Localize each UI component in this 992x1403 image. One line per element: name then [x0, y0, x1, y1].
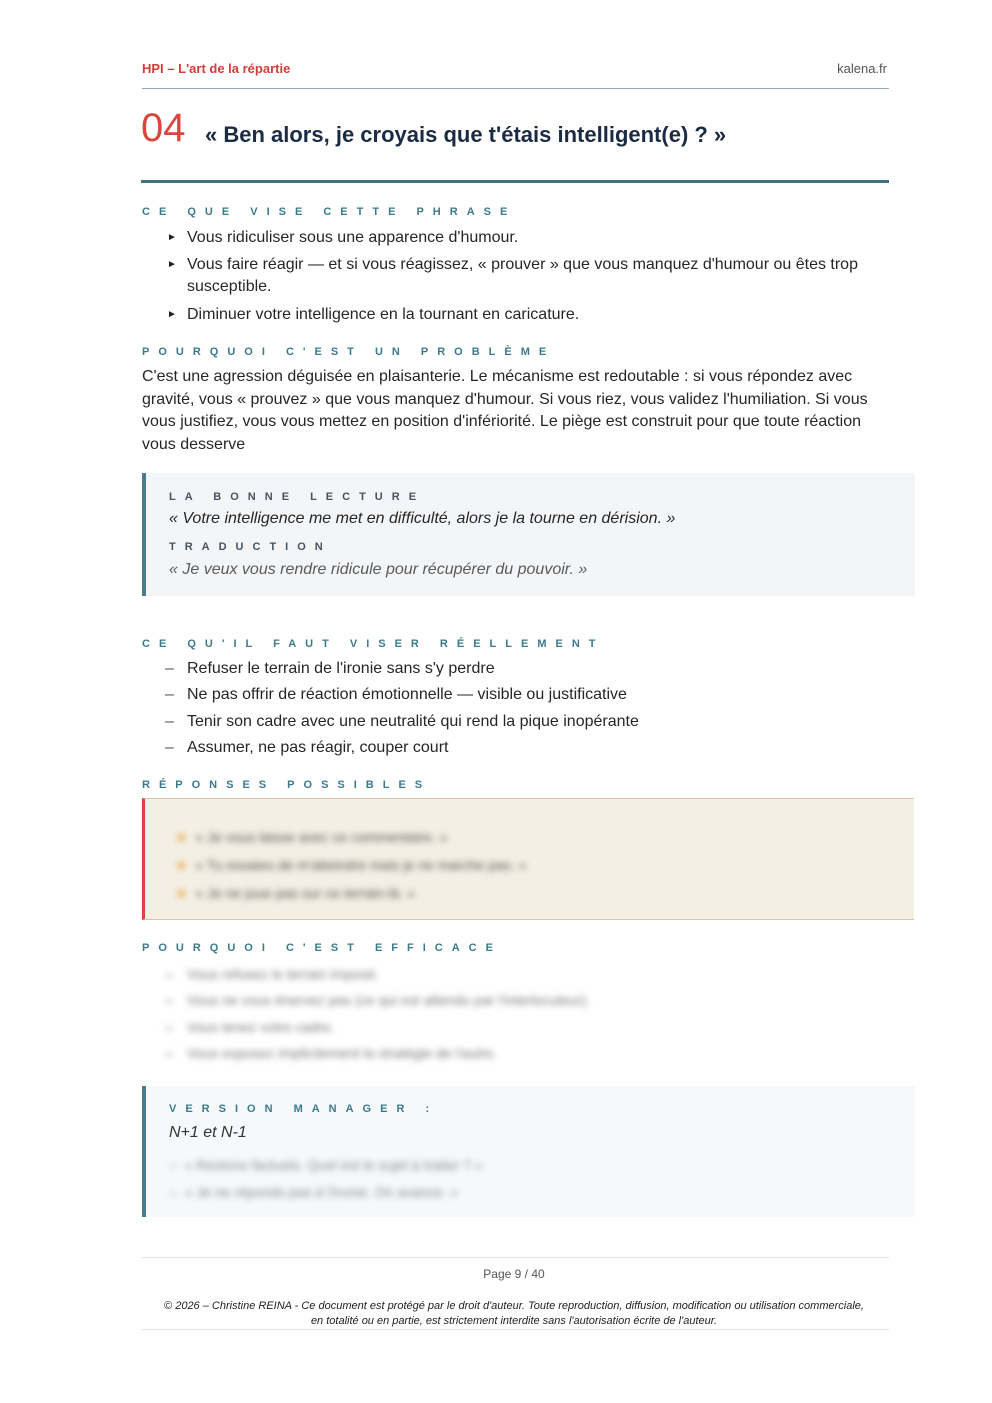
copyright-line: en totalité ou en partie, est strictement interdite sans l'autorisation écrite de l'auteur.: [310, 1315, 718, 1327]
list-item: [142, 684, 882, 710]
list-item-text: Refuser le terrain de l'ironie sans s'y perdre: [187, 660, 495, 677]
response-text: « Je vous laisse avec ce commentaire. »: [195, 829, 448, 845]
star-icon: ★: [175, 829, 188, 845]
star-icon: ★: [175, 885, 188, 901]
dash-bullet-icon: –: [165, 966, 173, 982]
dash-bullet-icon: –: [165, 1044, 173, 1061]
dash-bullet-icon: –: [165, 738, 174, 756]
efficacy-list: [142, 963, 882, 1068]
header-divider: [142, 88, 889, 89]
list-item: [175, 851, 526, 879]
section-label-target: CE QUE VISE CETTE PHRASE: [142, 206, 517, 218]
list-item-text: Assumer, ne pas réagir, couper court: [187, 738, 449, 756]
list-item-text: Vous refusez le terrain imposé.: [187, 966, 380, 982]
footer-divider-top: [142, 1257, 889, 1258]
list-item: [175, 879, 526, 907]
section-label-responses: RÉPONSES POSSIBLES: [142, 779, 432, 791]
list-item: [142, 1016, 882, 1042]
triangle-bullet-icon: ►: [167, 232, 177, 243]
copyright-notice: [140, 1299, 888, 1329]
list-item: [142, 227, 882, 254]
list-item: – « Restons factuels. Quel est le sujet à traiter ? »: [169, 1157, 483, 1173]
chapter-divider: [141, 180, 889, 183]
list-item-text: Vous ne vous énervez pas (ce qui est attendu par l'interlocuteur).: [187, 992, 590, 1009]
reading-label: LA BONNE LECTURE: [169, 491, 426, 503]
dash-bullet-icon: –: [165, 992, 173, 1009]
manager-list: [169, 1152, 483, 1206]
list-item: [142, 1042, 882, 1068]
section-label-problem: POURQUOI C'EST UN PROBLÈME: [142, 346, 556, 358]
footer-divider-bottom: [142, 1329, 889, 1330]
list-item: [142, 658, 882, 684]
page-number: Page 9 / 40: [483, 1267, 545, 1281]
list-item-text: Vous tenez votre cadre.: [187, 1018, 335, 1035]
list-item: [142, 254, 882, 304]
section-label-aim: CE QU'IL FAUT VISER RÉELLEMENT: [142, 638, 605, 650]
response-text: « Tu essaies de m'atteindre mais je ne marche pas. »: [195, 857, 527, 873]
list-item-text: Ne pas offrir de réaction émotionnelle — visible ou justificative: [187, 686, 627, 704]
list-item: [142, 963, 882, 989]
document-title: HPI – L'art de la répartie: [142, 61, 291, 76]
chapter-title: « Ben alors, je croyais que t'étais intelligent(e) ? »: [205, 122, 727, 147]
copyright-line: © 2026 – Christine REINA - Ce document est protégé par le droit d'auteur. Toute reproduction, diffusion, modification ou utilisation commerciale,: [164, 1300, 864, 1312]
list-item-text: Tenir son cadre avec une neutralité qui rend la pique inopérante: [187, 712, 639, 730]
chapter-number: 04: [141, 106, 186, 150]
list-item-text: « Je ne réponds pas à l'ironie. On avance. »: [184, 1184, 459, 1200]
list-item-text: Vous exposez implicitement la stratégie de l'autre.: [187, 1044, 498, 1061]
list-item: – « Je ne réponds pas à l'ironie. On avance. »: [169, 1184, 459, 1200]
section-label-efficacy: POURQUOI C'EST EFFICACE: [142, 942, 502, 954]
triangle-bullet-icon: ►: [167, 259, 177, 270]
dash-bullet-icon: –: [165, 712, 174, 730]
response-text: « Je ne joue pas sur ce terrain-là. »: [195, 885, 415, 901]
reading-quote: « Votre intelligence me met en difficulté, alors je la tourne en dérision. »: [169, 510, 676, 527]
list-item-text: Vous faire réagir — et si vous réagissez, « prouver » que vous manquez d'humour ou êtes trop susceptible.: [187, 256, 858, 295]
triangle-bullet-icon: ►: [167, 309, 177, 320]
translation-label: TRADUCTION: [169, 541, 332, 553]
target-list: [142, 227, 882, 326]
manager-subtitle: N+1 et N-1: [169, 1124, 247, 1141]
dash-bullet-icon: –: [165, 686, 174, 704]
translation-quote: « Je veux vous rendre ridicule pour récupérer du pouvoir. »: [169, 561, 588, 578]
list-item-text: Vous ridiculiser sous une apparence d'humour.: [187, 229, 519, 246]
manager-label: VERSION MANAGER :: [169, 1103, 439, 1115]
aim-list: [142, 658, 882, 763]
list-item: [142, 737, 882, 763]
list-item-text: « Restons factuels. Quel est le sujet à traiter ? »: [184, 1157, 483, 1173]
problem-paragraph: C'est une agression déguisée en plaisanterie. Le mécanisme est redoutable : si vous répondez avec gravité, vous « prouvez » que vous manquez d'humour. Si vous riez, vous validez l'humiliation. Si vous vous justifiez, vous vous mettez en position d'infériorité. Le piège est construit pour que toute réaction vous desserve: [142, 368, 868, 453]
responses-list: [175, 823, 526, 907]
list-item: [142, 989, 882, 1015]
list-item: [175, 823, 526, 851]
list-item-text: Diminuer votre intelligence en la tournant en caricature.: [187, 306, 580, 323]
list-item: [142, 304, 882, 326]
dash-bullet-icon: –: [165, 1018, 173, 1035]
list-item: [142, 711, 882, 737]
dash-bullet-icon: –: [165, 660, 174, 677]
star-icon: ★: [175, 857, 188, 873]
site-name: kalena.fr: [837, 61, 887, 76]
